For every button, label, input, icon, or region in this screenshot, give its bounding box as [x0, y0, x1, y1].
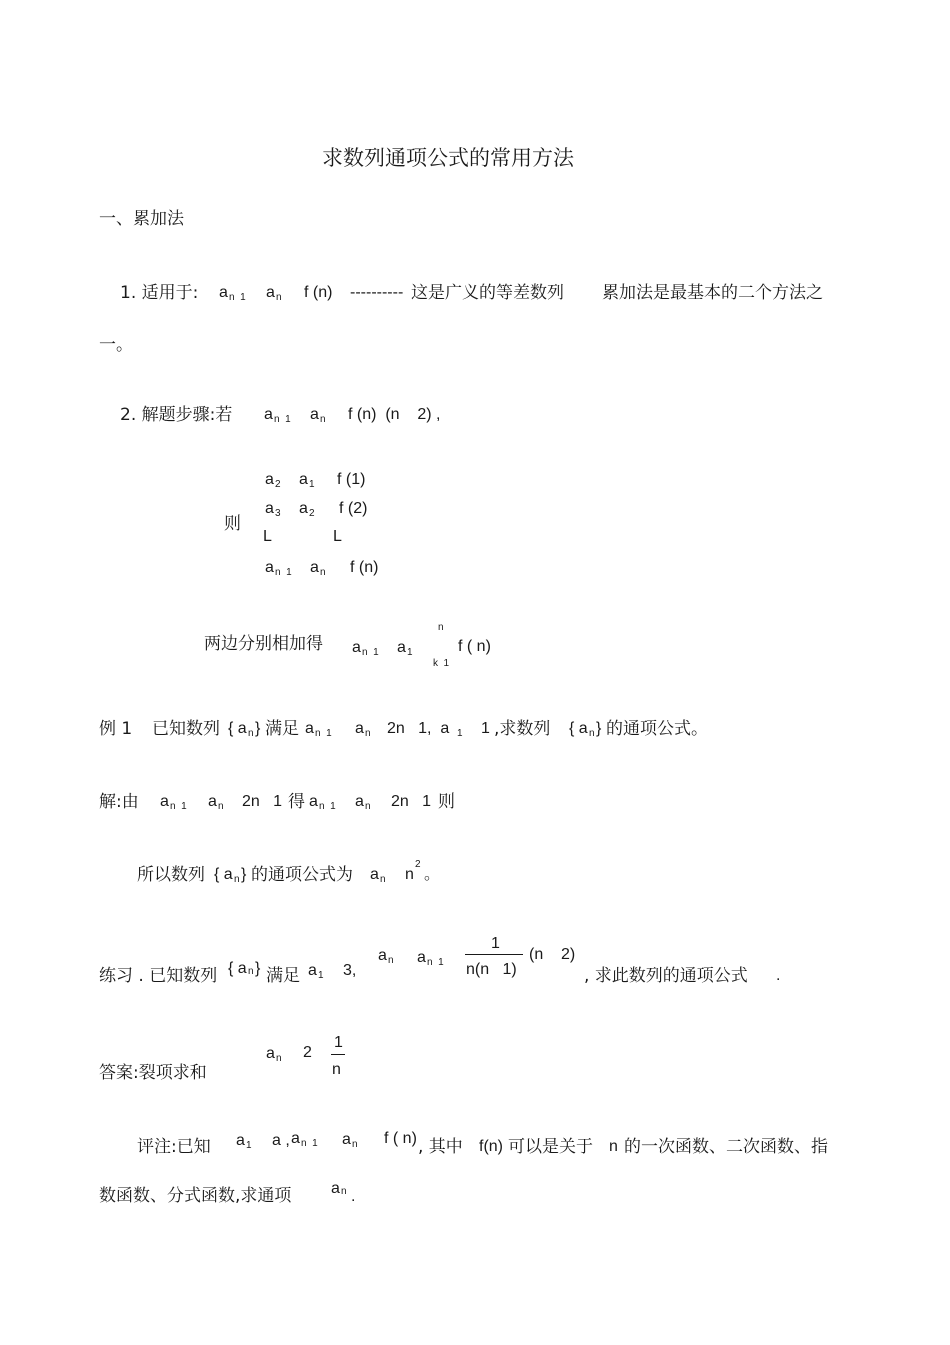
example1-prefix: 例 1 — [99, 719, 133, 739]
item1-desc2: 累加法是最基本的二个方法之 — [602, 283, 823, 303]
example1-text-c: ,求数列 — [494, 719, 551, 739]
example1-text-a: 已知数列 — [152, 719, 220, 739]
page-title: 求数列通项公式的常用方法 — [322, 146, 574, 170]
remark-n: n — [609, 1138, 618, 1155]
example1-text-d: 的通项公式。 — [606, 719, 708, 739]
solution-ze: 则 — [438, 792, 455, 812]
section-heading: 一、累加法 — [99, 209, 184, 229]
then-label: 则 — [224, 514, 241, 534]
item2-prefix: 2. 解题步骤:若 — [120, 405, 233, 425]
solution-de: 得 — [288, 792, 305, 812]
item1-desc: 这是广义的等差数列 — [411, 283, 564, 303]
exercise-tail: , 求此数列的通项公式 — [584, 966, 748, 986]
sum-text: 两边分别相加得 — [204, 634, 323, 654]
item1-prefix: 1. 适用于: — [120, 283, 199, 303]
item1-dashes: ---------- — [350, 284, 404, 301]
result-text-a: 所以数列 — [137, 865, 205, 885]
remark-mid2: 可以是关于 — [508, 1137, 593, 1157]
remark-prefix: 评注:已知 — [137, 1137, 211, 1157]
solution-prefix: 解:由 — [99, 792, 139, 812]
item1-cont: 一。 — [99, 335, 133, 355]
example1-text-b: 满足 — [265, 719, 299, 739]
remark-cont: 数函数、分式函数,求通项 — [99, 1186, 292, 1206]
result-text-b: 的通项公式为 — [251, 865, 353, 885]
exercise-man: 满足 — [266, 966, 300, 986]
exercise-period: . — [776, 967, 781, 984]
remark-mid: , 其中 — [418, 1137, 463, 1157]
remark-fn: f(n) — [479, 1138, 503, 1155]
remark-mid3: 的一次函数、二次函数、指 — [624, 1137, 828, 1157]
exercise-prefix: 练习 . 已知数列 — [99, 966, 218, 986]
answer-prefix: 答案:裂项求和 — [99, 1063, 207, 1083]
